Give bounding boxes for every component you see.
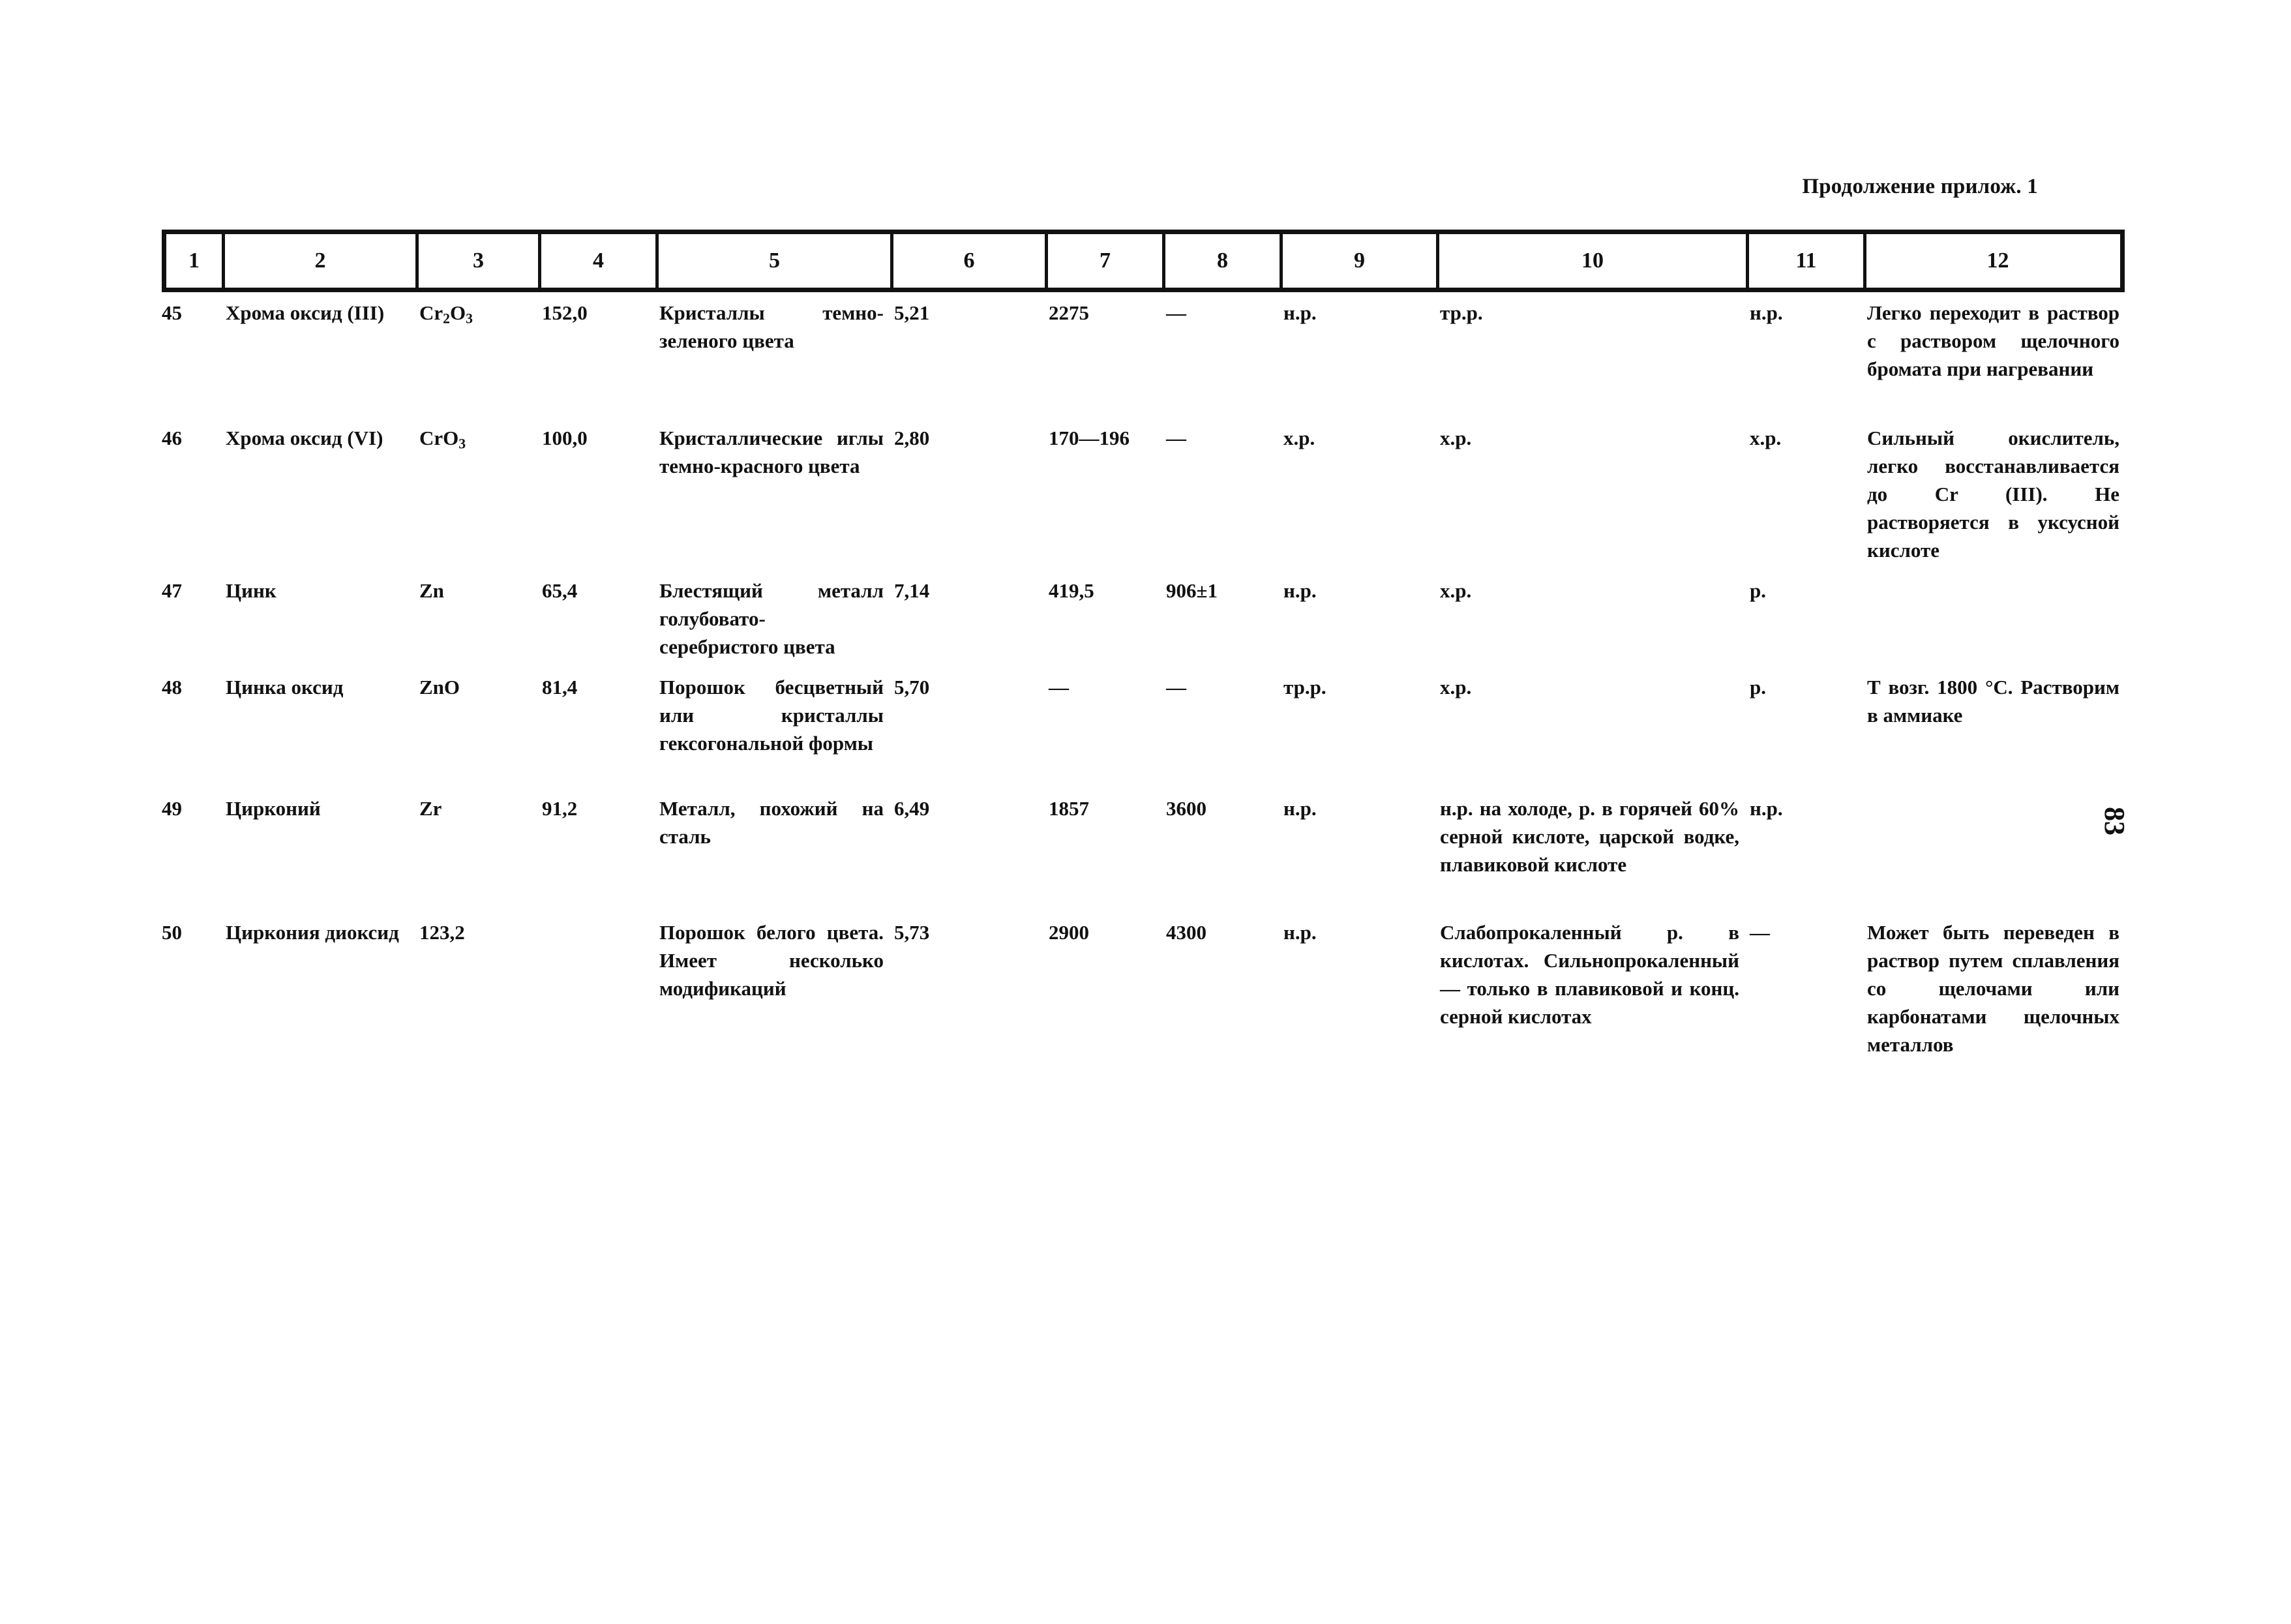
molar-mass: 100,0 — [542, 427, 588, 449]
molar-mass: 81,4 — [542, 676, 578, 699]
appearance: Порошок белого цвета. Имеет несколько модификаций — [659, 921, 884, 1000]
appearance: Кристаллические иглы темно-красного цвета — [659, 427, 884, 477]
molar-mass — [537, 918, 654, 1062]
molar-mass: 65,4 — [542, 579, 578, 602]
solubility-water: тр.р. — [1283, 676, 1326, 699]
header-cell: 9 — [1283, 234, 1439, 288]
boiling-point: 3600 — [1166, 797, 1206, 820]
formula: $Cr_2O_3$ — [419, 301, 473, 327]
melting-point: 419,5 — [1049, 579, 1094, 602]
header-cell: 12 — [1986, 248, 2009, 273]
solubility-other: — — [1750, 921, 1770, 944]
density: 7,14 — [894, 579, 930, 602]
density: 5,70 — [894, 676, 930, 699]
solubility-acids: х.р. — [1440, 427, 1472, 449]
notes: Т возг. 1800 °С. Растворим в аммиаке — [1867, 676, 2119, 727]
notes: Сильный окислитель, легко восстанавливается до Cr (III). Не растворяется в уксусной кислоте — [1867, 427, 2119, 562]
density: 5,73 — [894, 921, 930, 944]
density: 5,21 — [894, 301, 930, 324]
solubility-other: н.р. — [1750, 797, 1783, 820]
row-number: 46 — [162, 427, 182, 449]
row-number: 45 — [162, 301, 182, 324]
table-body — [162, 299, 2125, 1062]
header-cell: 10 — [1439, 234, 1749, 288]
solubility-other: н.р. — [1750, 301, 1783, 324]
header-cell: 3 — [419, 234, 541, 288]
table-row — [162, 673, 2125, 794]
table-row — [162, 918, 2125, 1062]
substance-name: Цирконий — [226, 797, 321, 820]
melting-point: 2900 — [1049, 921, 1089, 944]
notes: Легко переходит в раствор с раствором щелочного бромата при нагревании — [1867, 301, 2119, 380]
solubility-other: х.р. — [1750, 427, 1782, 449]
appearance: Металл, похожий на сталь — [659, 797, 884, 848]
solubility-acids: тр.р. — [1440, 301, 1483, 324]
formula: Zr — [419, 797, 442, 820]
table-caption: Продолжение прилож. 1 — [1802, 175, 2038, 198]
table-header — [162, 230, 2125, 292]
boiling-point: 4300 — [1166, 921, 1206, 944]
boiling-point: — — [1166, 676, 1186, 699]
boiling-point: — — [1166, 427, 1186, 449]
table-row — [162, 577, 2125, 673]
row-number: 49 — [162, 797, 182, 820]
substance-name: Цинка оксид — [226, 676, 344, 699]
appearance: Порошок бесцветный или кристаллы гексогональной формы — [659, 676, 884, 755]
formula: 123,2 — [419, 921, 465, 944]
boiling-point: — — [1166, 301, 1186, 324]
header-cell: 2 — [225, 234, 419, 288]
density: 2,80 — [894, 427, 930, 449]
substance-name: Циркония диоксид — [226, 921, 399, 944]
table-row — [162, 424, 2125, 577]
notes: Может быть переведен в раствор путем сплавления со щелочами или карбонатами щелочных металлов — [1867, 921, 2119, 1056]
page-number: 83 — [2099, 807, 2131, 835]
solubility-acids: х.р. — [1440, 579, 1472, 602]
melting-point: 2275 — [1049, 301, 1089, 324]
notes — [1862, 794, 2125, 918]
substance-name: Цинк — [226, 579, 277, 602]
melting-point: — — [1049, 676, 1069, 699]
density: 6,49 — [894, 797, 930, 820]
solubility-water: н.р. — [1283, 579, 1317, 602]
solubility-water: н.р. — [1283, 797, 1317, 820]
appearance: Кристаллы темно-зеленого цвета — [659, 301, 884, 352]
solubility-acids: х.р. — [1440, 676, 1472, 699]
molar-mass: 152,0 — [542, 301, 588, 324]
molar-mass: 91,2 — [542, 797, 578, 820]
solubility-water: х.р. — [1283, 427, 1315, 449]
row-number: 48 — [162, 676, 182, 699]
solubility-acids: Слабопрокаленный р. в кислотах. Сильнопрокаленный — только в плавиковой и конц. серной кислотах — [1440, 921, 1739, 1028]
table-row — [162, 299, 2125, 424]
header-cell: 5 — [659, 234, 893, 288]
header-cell: 1 — [166, 234, 225, 288]
substance-name: Хрома оксид (III) — [226, 301, 385, 324]
table-row — [162, 794, 2125, 918]
header-cell: 8 — [1165, 234, 1283, 288]
boiling-point: 906±1 — [1166, 579, 1218, 602]
melting-point: 1857 — [1049, 797, 1089, 820]
formula: Zn — [419, 579, 444, 602]
solubility-water: н.р. — [1283, 921, 1317, 944]
header-cell: 4 — [541, 234, 659, 288]
row-number: 50 — [162, 921, 182, 944]
solubility-other: р. — [1750, 676, 1766, 699]
formula: ZnO — [419, 676, 460, 699]
solubility-acids: н.р. на холоде, р. в горячей 60% серной кислоте, царской водке, плавиковой кислоте — [1440, 797, 1739, 876]
substance-name: Хрома оксид (VI) — [226, 427, 383, 449]
solubility-water: н.р. — [1283, 301, 1317, 324]
formula: CrO$_3$ — [419, 427, 466, 452]
header-cell: 11 — [1749, 234, 1866, 288]
header-cell: 7 — [1048, 234, 1165, 288]
appearance: Блестящий металл голубовато-серебристого цвета — [659, 579, 884, 658]
header-cell: 6 — [893, 234, 1048, 288]
notes — [1862, 577, 2125, 673]
melting-point: 170—196 — [1049, 427, 1130, 449]
row-number: 47 — [162, 579, 182, 602]
solubility-other: р. — [1750, 579, 1766, 602]
